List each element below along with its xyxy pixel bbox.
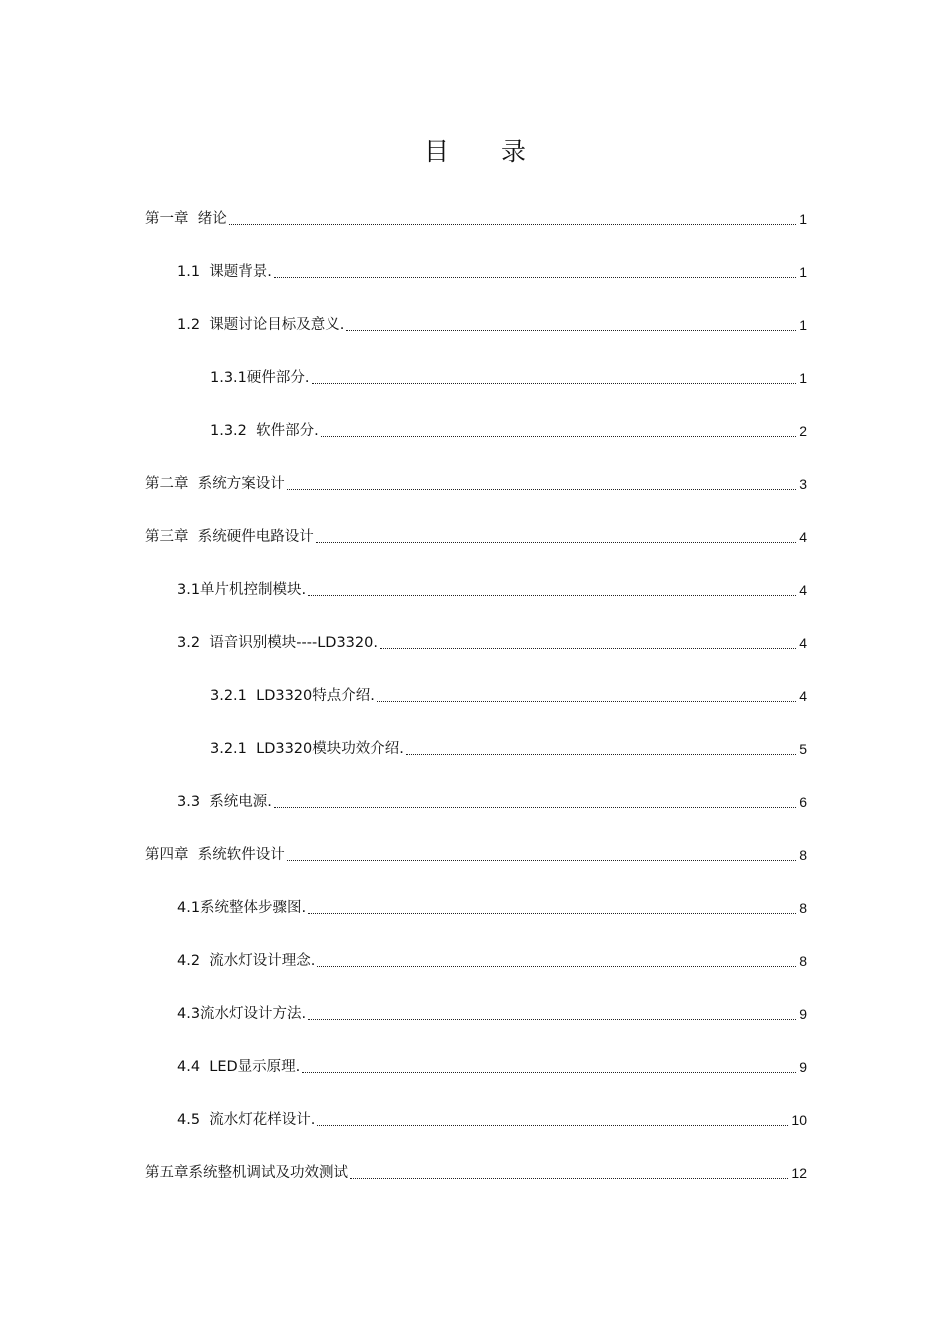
toc-title: 目 录 [424,137,548,166]
toc-entry-text: 第三章 系统硬件电路设计 [145,529,314,545]
toc-entry-section-4-1[interactable] [177,897,807,919]
toc-page-number: 4 [799,529,807,545]
dot-leader [308,913,796,914]
toc-entry-chapter-1[interactable] [145,208,807,230]
toc-page-number: 8 [799,900,807,916]
toc-entry-chapter-2[interactable] [145,473,807,495]
toc-page-number: 4 [799,688,807,704]
dot-leader [380,648,796,649]
dot-leader [316,542,796,543]
toc-entry-section-1-3-1[interactable] [210,367,807,389]
toc-entry-text: 4.4 LED显示原理. [177,1059,301,1075]
toc-entry-text: 4.5 流水灯花样设计. [177,1112,316,1128]
toc-page-number: 4 [799,582,807,598]
toc-page-number: 3 [799,476,807,492]
toc-page-number: 1 [799,264,807,280]
toc-entry-section-3-1[interactable] [177,579,807,601]
toc-entry-section-3-2-1a[interactable] [210,685,807,707]
toc-entry-text: 1.3.1硬件部分. [210,370,310,386]
dot-leader [287,860,796,861]
toc-entry-section-4-3[interactable] [177,1003,807,1025]
toc-entry-text: 3.3 系统电源. [177,794,272,810]
toc-entry-text: 3.2.1 LD3320特点介绍. [210,688,375,704]
dot-leader [287,489,796,490]
toc-entry-text: 1.3.2 软件部分. [210,423,319,439]
toc-entry-section-4-4[interactable] [177,1056,807,1078]
toc-page-number: 5 [799,741,807,757]
dot-leader [377,701,796,702]
toc-page-number: 10 [791,1112,807,1128]
toc-page-number: 9 [799,1006,807,1022]
dot-leader [308,1019,796,1020]
dot-leader [346,330,796,331]
dot-leader [317,1125,788,1126]
toc-entry-text: 3.2.1 LD3320模块功效介绍. [210,741,404,757]
dot-leader [317,966,796,967]
toc-page-number: 4 [799,635,807,651]
toc-page-number: 1 [799,211,807,227]
dot-leader [321,436,796,437]
toc-entry-chapter-4[interactable] [145,844,807,866]
toc-page-number: 6 [799,794,807,810]
toc-entry-section-3-3[interactable] [177,791,807,813]
toc-page-number: 2 [799,423,807,439]
toc-page-number: 1 [799,317,807,333]
dot-leader [350,1178,788,1179]
toc-entry-chapter-3[interactable] [145,526,807,548]
dot-leader [229,224,796,225]
toc-entry-chapter-5[interactable] [145,1162,807,1184]
dot-leader [312,383,797,384]
dot-leader [406,754,796,755]
dot-leader [308,595,796,596]
toc-entry-section-1-3-2[interactable] [210,420,807,442]
toc-entry-section-4-2[interactable] [177,950,807,972]
toc-entry-text: 4.2 流水灯设计理念. [177,953,316,969]
toc-page-number: 12 [791,1165,807,1181]
dot-leader [274,807,796,808]
toc-entry-text: 3.2 语音识别模块----LD3320. [177,635,378,651]
toc-entry-text: 1.1 课题背景. [177,264,272,280]
dot-leader [302,1072,796,1073]
toc-entry-section-1-2[interactable] [177,314,807,336]
toc-page-number: 8 [799,953,807,969]
toc-entry-text: 1.2 课题讨论目标及意义. [177,317,345,333]
toc-entry-text: 第一章 绪论 [145,211,227,227]
toc-entry-text: 第五章系统整机调试及功效测试 [145,1165,348,1181]
toc-entry-section-4-5[interactable] [177,1109,807,1131]
toc-entry-text: 4.1系统整体步骤图. [177,900,307,916]
toc-entry-text: 3.1单片机控制模块. [177,582,307,598]
toc-entry-section-1-1[interactable] [177,261,807,283]
toc-page-number: 1 [799,370,807,386]
dot-leader [274,277,796,278]
toc-entry-text: 4.3流水灯设计方法. [177,1006,307,1022]
toc-entry-section-3-2-1b[interactable] [210,738,807,760]
toc-page-number: 8 [799,847,807,863]
toc-entry-text: 第四章 系统软件设计 [145,847,285,863]
toc-page-number: 9 [799,1059,807,1075]
toc-entry-section-3-2[interactable] [177,632,807,654]
toc-entry-text: 第二章 系统方案设计 [145,476,285,492]
